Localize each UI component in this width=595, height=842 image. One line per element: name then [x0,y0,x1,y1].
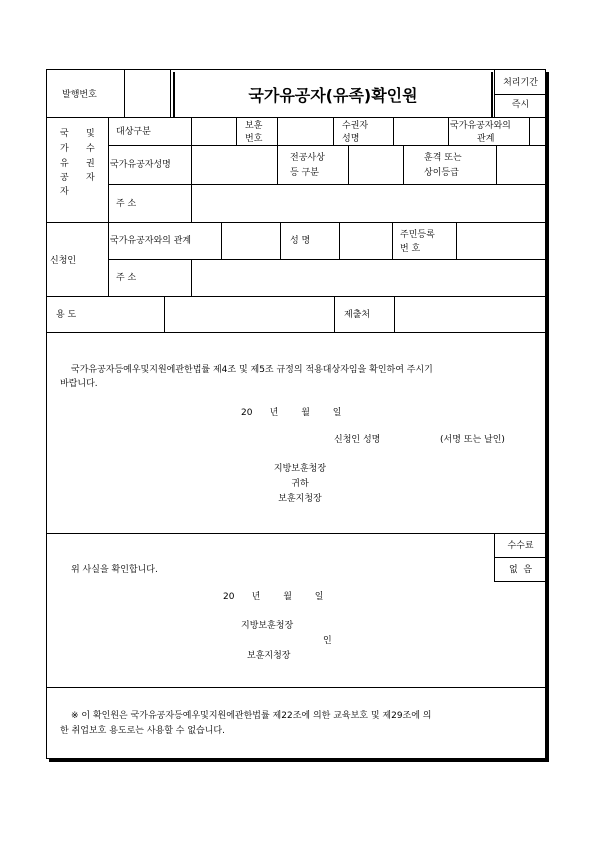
applicant-relation-field[interactable] [222,223,280,259]
applicant-relation-label: 국가유공자와의 관계 [110,236,192,246]
frame-shadow-bottom [49,759,549,762]
issuer-1: 지방보훈청장 [241,621,294,631]
applicant-rrn-label-1: 주민등록 [400,230,435,240]
fee-value: 없 음 [508,565,533,575]
processing-period-value: 즉시 [511,100,530,110]
processing-period-label: 처리기간 [503,78,538,88]
applicant-name-field[interactable] [340,223,392,259]
fee-label: 수수료 [507,541,534,551]
decoration-field[interactable] [497,146,546,184]
v-448 [448,117,449,145]
target-category-label: 대상구분 [116,127,151,137]
page-title: 국가유공자(유족)확인원 [248,86,418,105]
recipient-3: 보훈지청장 [278,494,322,504]
seal: 인 [323,636,332,646]
frame-shadow-right [546,72,549,762]
confirm-date: 20 년 월 일 [223,592,324,602]
issue-no-label: 발행번호 [62,90,97,100]
title-box-right-shadow [491,72,493,117]
period-mid-divider [494,94,546,95]
usage-row-divider [46,332,546,333]
beneficiary-name-field[interactable] [394,118,448,145]
merit-label-2: 및 [86,129,95,139]
merit-label-3: 가 [60,144,69,154]
usage-label: 용 도 [56,310,77,320]
title-box-left [170,69,171,117]
relation-label-2: 관계 [477,134,495,144]
decoration-label-2: 상이등급 [424,168,459,178]
confirm-section-divider [46,687,546,688]
veteran-no-label-2: 번호 [245,134,263,144]
v-236 [236,117,237,145]
footer-note-line1: ※ 이 확인원은 국가유공자등예우및지원에관한법률 제22조에 의한 교육보호 및 제29조에 의 [71,711,432,721]
merit-name-label: 국가유공자성명 [110,160,171,170]
sign-note: (서명 또는 날인) [440,435,505,445]
applicant-sign-label: 신청인 성명 [334,435,381,445]
merit-name-field[interactable] [192,146,277,184]
merit-label-9: 자 [60,187,69,197]
v-333 [333,117,334,145]
merit-label-7: 공 [60,173,69,183]
applicant-name-label: 성 명 [290,236,311,246]
merit-label-divider [108,117,109,222]
merit-label-5: 유 [60,159,69,169]
applicant-address-label: 주 소 [116,273,137,283]
applicant-label: 신청인 [50,256,77,266]
request-body-cont: 바랍니다. [60,379,98,389]
merit-grade-label-1: 전공사상 [290,153,325,163]
merit-label-8: 자 [86,173,95,183]
v-334 [334,296,335,332]
applicant-rrn-label-2: 번 호 [400,244,421,254]
merit-label-1: 국 [60,129,69,139]
request-date: 20 년 월 일 [241,408,342,418]
confirm-text: 위 사실을 확인합니다. [71,565,158,575]
request-section-divider [46,533,546,534]
decoration-label-1: 훈격 또는 [424,153,462,163]
v-403 [403,145,404,184]
veteran-no-field[interactable] [278,118,333,145]
merit-grade-field[interactable] [349,146,403,184]
merit-row1-divider [108,145,546,146]
submit-to-label: 제출처 [344,310,371,320]
relation-label-1: 국가유공자와의 [450,121,511,131]
merit-grade-label-2: 등 구분 [290,168,319,178]
issue-no-field[interactable] [125,70,170,117]
v-280 [280,222,281,259]
relation-field[interactable] [530,118,546,145]
beneficiary-name-label-2: 성명 [342,134,360,144]
veteran-no-label-1: 보훈 [245,121,263,131]
recipient-1: 지방보훈청장 [273,464,327,474]
fee-box-bottom [494,581,546,582]
merit-address-field[interactable] [192,185,546,222]
fee-box-mid [494,557,546,558]
v-392 [392,222,393,259]
submit-to-field[interactable] [395,297,546,332]
applicant-address-field[interactable] [192,260,546,296]
merit-label-4: 수 [86,144,95,154]
target-category-field[interactable] [192,118,236,145]
applicant-rrn-field[interactable] [457,223,546,259]
request-body: 국가유공자등예우및지원에관한법률 제4조 및 제5조 규정의 적용대상자임을 확인하여 주시기 [71,365,433,375]
usage-field[interactable] [165,297,334,332]
recipient-2: 귀하 [291,479,309,489]
issuer-2: 보훈지청장 [247,651,291,661]
merit-label-6: 권 [86,159,95,169]
merit-address-label: 주 소 [116,199,137,209]
beneficiary-name-label-1: 수권자 [342,121,369,131]
footer-note-line2: 한 취업보호 용도로는 사용할 수 없습니다. [60,726,225,736]
